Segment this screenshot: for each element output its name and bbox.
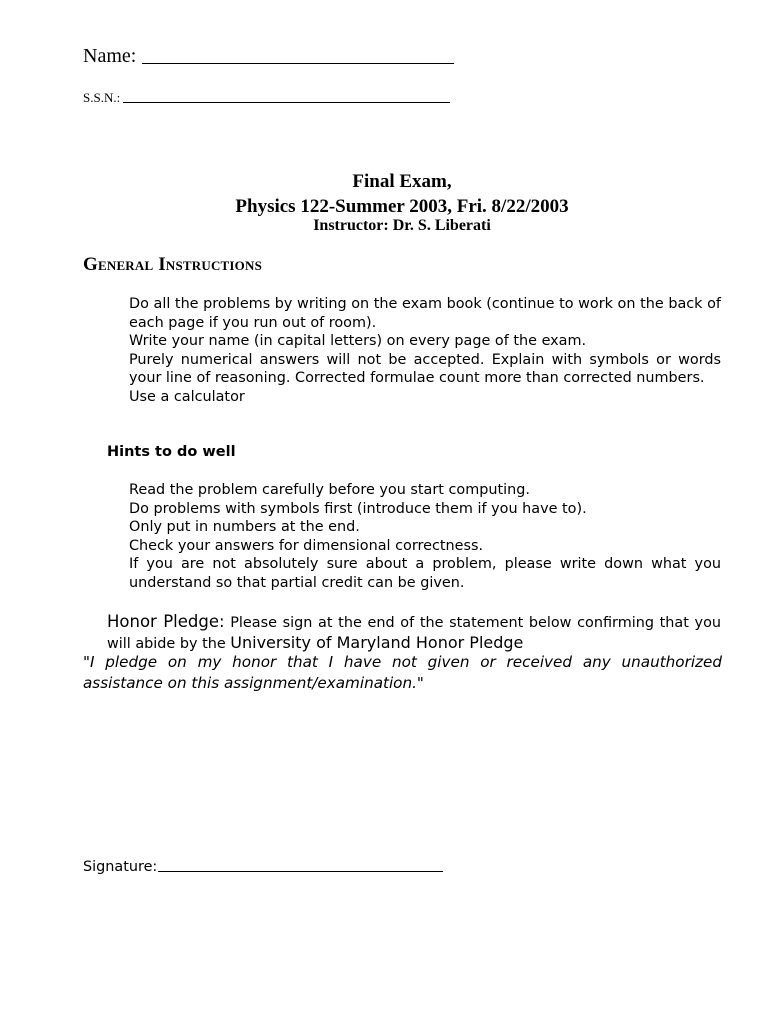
course-title: Physics 122-Summer 2003, Fri. 8/22/2003 <box>235 196 569 217</box>
instruction-item: Purely numerical answers will not be accepted. Explain with symbols or words your line of reasoning. Corrected formulae count more than corrected numbers. <box>129 351 721 387</box>
hints-heading: Hints to do well <box>107 444 236 460</box>
hint-item: Only put in numbers at the end. <box>129 519 360 536</box>
honor-pledge-instructions: Please sign at the end of the statement below confirming that you will abide by the <box>107 615 721 652</box>
hint-item: Read the problem carefully before you start computing. <box>129 482 530 498</box>
signature-blank-line[interactable] <box>158 871 443 872</box>
honor-pledge-university: University of Maryland Honor Pledge <box>230 633 524 652</box>
general-instructions-heading: General Instructions <box>83 254 263 275</box>
hints-list <box>129 481 721 593</box>
name-label: Name: <box>83 45 137 67</box>
instructor-line: Instructor: Dr. S. Liberati <box>313 217 491 234</box>
signature-field[interactable] <box>83 859 443 875</box>
instruction-item: Write your name (in capital letters) on every page of the exam. <box>129 333 587 350</box>
instruction-item: Use a calculator <box>129 388 245 405</box>
name-field[interactable] <box>83 45 454 68</box>
instruction-item: Do all the problems by writing on the exam book (continue to work on the back of each page if you run out of room). <box>129 296 721 331</box>
hint-item: Check your answers for dimensional correctness. <box>129 537 484 554</box>
hint-item: Do problems with symbols first (introduce them if you have to). <box>129 500 587 517</box>
ssn-label: S.S.N.: <box>83 90 121 105</box>
signature-label: Signature: <box>83 859 158 875</box>
honor-pledge-title: Honor Pledge: <box>107 612 225 631</box>
name-blank-line[interactable] <box>142 63 454 64</box>
exam-title: Final Exam, <box>352 171 452 192</box>
ssn-field[interactable] <box>83 90 450 106</box>
ssn-blank-line[interactable] <box>123 102 450 103</box>
general-instructions-list <box>129 295 721 407</box>
hint-item: If you are not absolutely sure about a problem, please write down what you understand so that partial credit can be given. <box>129 556 721 591</box>
honor-pledge-quote: "I pledge on my honor that I have not given or received any unauthorized assistance on this assignment/examination." <box>83 653 722 692</box>
honor-pledge-statement <box>107 612 721 654</box>
